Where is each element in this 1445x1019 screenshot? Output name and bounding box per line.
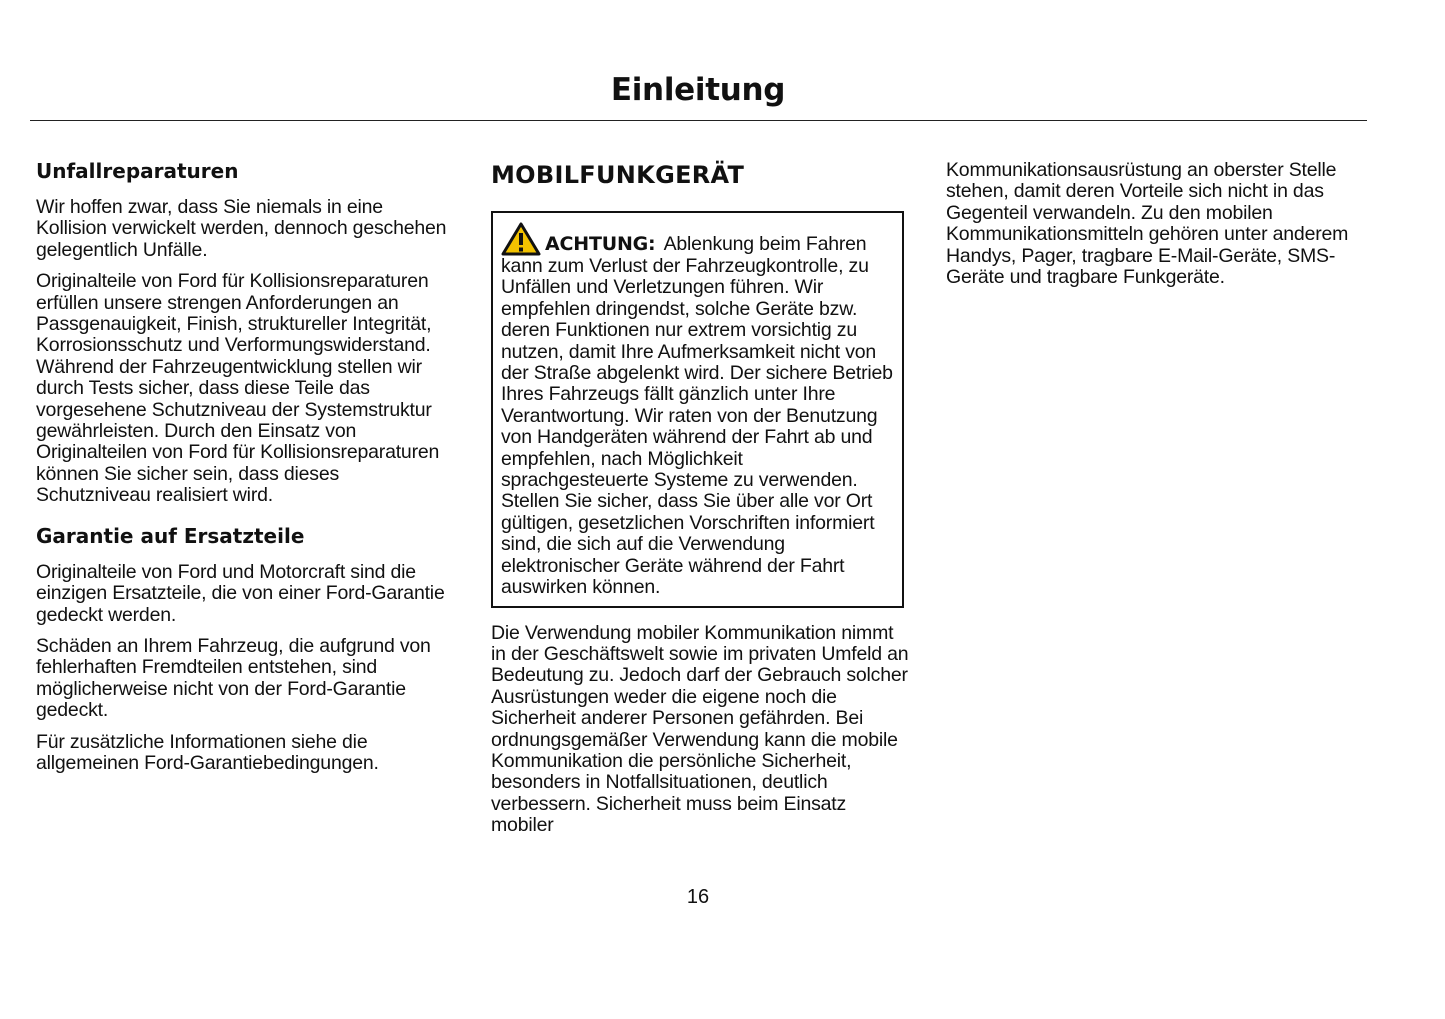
paragraph: Kommunikationsausrüstung an oberster Stelle stehen, damit deren Vorteile sich nicht in das Gegenteil verwandeln. Zu den mobilen Kommunikationsmitteln gehören unter anderem Handys, Pager, tragbare E-Mail-Geräte, SMS-Geräte und tragbare Funkgeräte.: [946, 159, 1349, 289]
warning-label: ACHTUNG:: [545, 233, 656, 255]
section-heading-garantie: Garantie auf Ersatzteile: [36, 523, 305, 548]
paragraph: Für zusätzliche Informationen siehe die allgemeinen Ford-Garantiebedingungen.: [36, 730, 379, 774]
title-divider: [30, 120, 1367, 121]
paragraph: Wir hoffen zwar, dass Sie niemals in eine Kollision verwickelt werden, dennoch geschehen gelegentlich Unfälle.: [36, 196, 447, 261]
section-heading-unfallreparaturen: Unfallreparaturen: [36, 159, 239, 183]
section-heading-mobilfunkgeraet: MOBILFUNKGERÄT: [491, 161, 745, 189]
warning-text: [501, 222, 895, 599]
paragraph: Die Verwendung mobiler Kommunikation nimmt in der Geschäftswelt sowie im privaten Umfeld an Bedeutung zu. Jedoch darf der Gebrauch solcher Ausrüstungen weder die eigene noch die Sicherheit anderer Personen gefährden. Bei ordnungsgemäßer Verwendung kann die mobile Kommunikation die persönliche Sicherheit, besonders in Notfallsituationen, deutlich verbessern. Sicherheit muss beim Einsatz mobiler: [491, 621, 909, 837]
paragraph: Schäden an Ihrem Fahrzeug, die aufgrund von fehlerhaften Fremdteilen entstehen, sind möglicherweise nicht von der Ford-Garantie gedeckt.: [36, 634, 431, 722]
page-number: 16: [686, 886, 710, 908]
middle-column: [491, 158, 911, 847]
paragraph: Originalteile von Ford für Kollisionsreparaturen erfüllen unsere strengen Anforderungen an Passgenauigkeit, Finish, struktureller Integrität, Korrosionsschutz und Verformungswiderstand. Während der Fahrzeugentwicklung stellen wir durch Tests sicher, dass diese Teile das vorgesehene Schutzniveau der Systemstruktur gewährleisten. Durch den Einsatz von Originalteilen von Ford für Kollisionsreparaturen können Sie sicher sein, dass dieses Schutzniveau realisiert wird.: [36, 270, 440, 507]
left-column: [36, 158, 456, 784]
warning-body: Ablenkung beim Fahren kann zum Verlust der Fahrzeugkontrolle, zu Unfällen und Verletzungen führen. Wir empfehlen dringendst, solche Geräte bzw. deren Funktionen nur extrem vorsichtig zu nutzen, damit Ihre Aufmerksamkeit nicht von der Straße abgelenkt wird. Der sichere Betrieb Ihres Fahrzeugs fällt gänzlich unter Ihre Verantwortung. Wir raten von der Benutzung von Handgeräten während der Fahrt ab und empfehlen, nach Möglichkeit sprachgesteuerte Systeme zu verwenden. Stellen Sie sicher, dass Sie über alle vor Ort gültigen, gesetzlichen Vorschriften informiert sind, die sich auf die Verwendung elektronischer Geräte während der Fahrt auswirken können.: [501, 233, 893, 599]
page-title: Einleitung: [610, 72, 786, 108]
warning-triangle-icon: [501, 222, 541, 256]
paragraph: Originalteile von Ford und Motorcraft sind die einzigen Ersatzteile, die von einer Ford-Garantie gedeckt werden.: [36, 560, 445, 626]
warning-box: [491, 211, 904, 608]
right-column: [946, 160, 1366, 298]
